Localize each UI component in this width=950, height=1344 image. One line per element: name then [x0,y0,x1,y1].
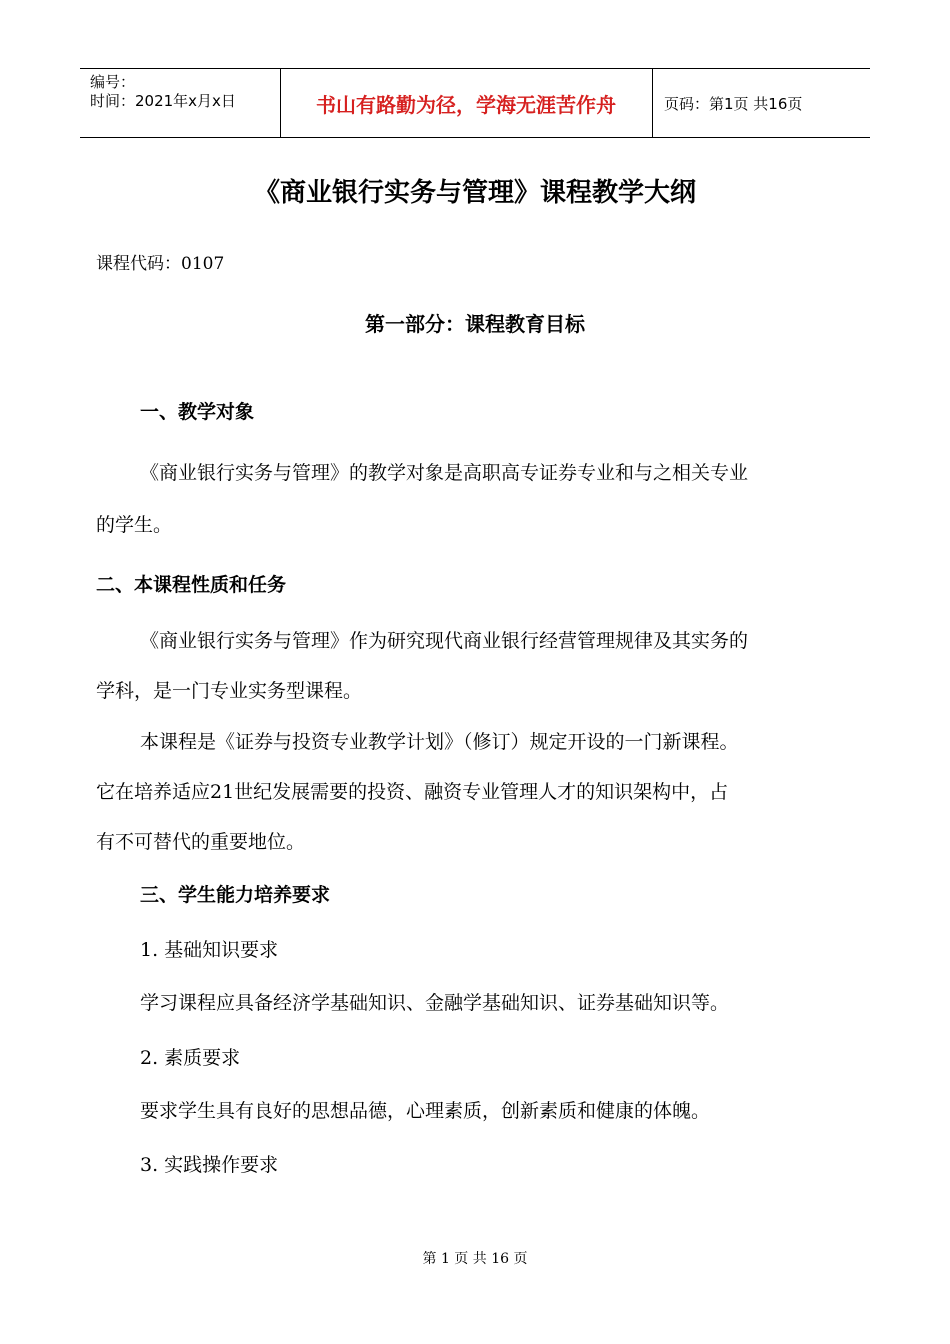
list-item: 1. 基础知识要求 [140,939,279,961]
header-motto: 书山有路勤为径，学海无涯苦作舟 [316,92,616,117]
time-label: 时间：2021年x月x日 [90,92,236,110]
paragraph-line: 它在培养适应21世纪发展需要的投资、融资专业管理人才的知识架构中，占 [96,781,729,803]
header-meta [90,73,236,111]
paragraph-line: 《商业银行实务与管理》的教学对象是高职高专证券专业和与之相关专业 [140,462,749,484]
paragraph-line: 本课程是《证券与投资专业教学计划》（修订）规定开设的一门新课程。 [140,731,739,753]
paragraph-line: 《商业银行实务与管理》作为研究现代商业银行经营管理规律及其实务的 [140,630,749,652]
number-label: 编号： [90,73,136,91]
paragraph-line: 要求学生具有良好的思想品德，心理素质，创新素质和健康的体魄。 [140,1100,711,1122]
paragraph-line: 学习课程应具备经济学基础知识、金融学基础知识、证券基础知识等。 [140,992,730,1014]
header-page-info: 页码：第1页 共16页 [664,94,803,113]
page-header [80,68,870,138]
section-heading: 三、学生能力培养要求 [140,884,331,906]
section-heading: 二、本课程性质和任务 [96,574,287,596]
paragraph-line: 有不可替代的重要地位。 [96,831,306,853]
list-item: 2. 素质要求 [140,1047,241,1069]
document-title: 《商业银行实务与管理》课程教学大纲 [253,178,696,208]
section-heading: 一、教学对象 [140,401,255,423]
paragraph-line: 的学生。 [96,514,173,536]
part-heading: 第一部分：课程教育目标 [365,312,585,336]
course-code: 课程代码：0107 [96,254,225,274]
list-item: 3. 实践操作要求 [140,1154,279,1176]
header-divider [652,69,653,137]
page-footer: 第 1 页 共 16 页 [422,1251,528,1267]
paragraph-line: 学科，是一门专业实务型课程。 [96,680,363,702]
